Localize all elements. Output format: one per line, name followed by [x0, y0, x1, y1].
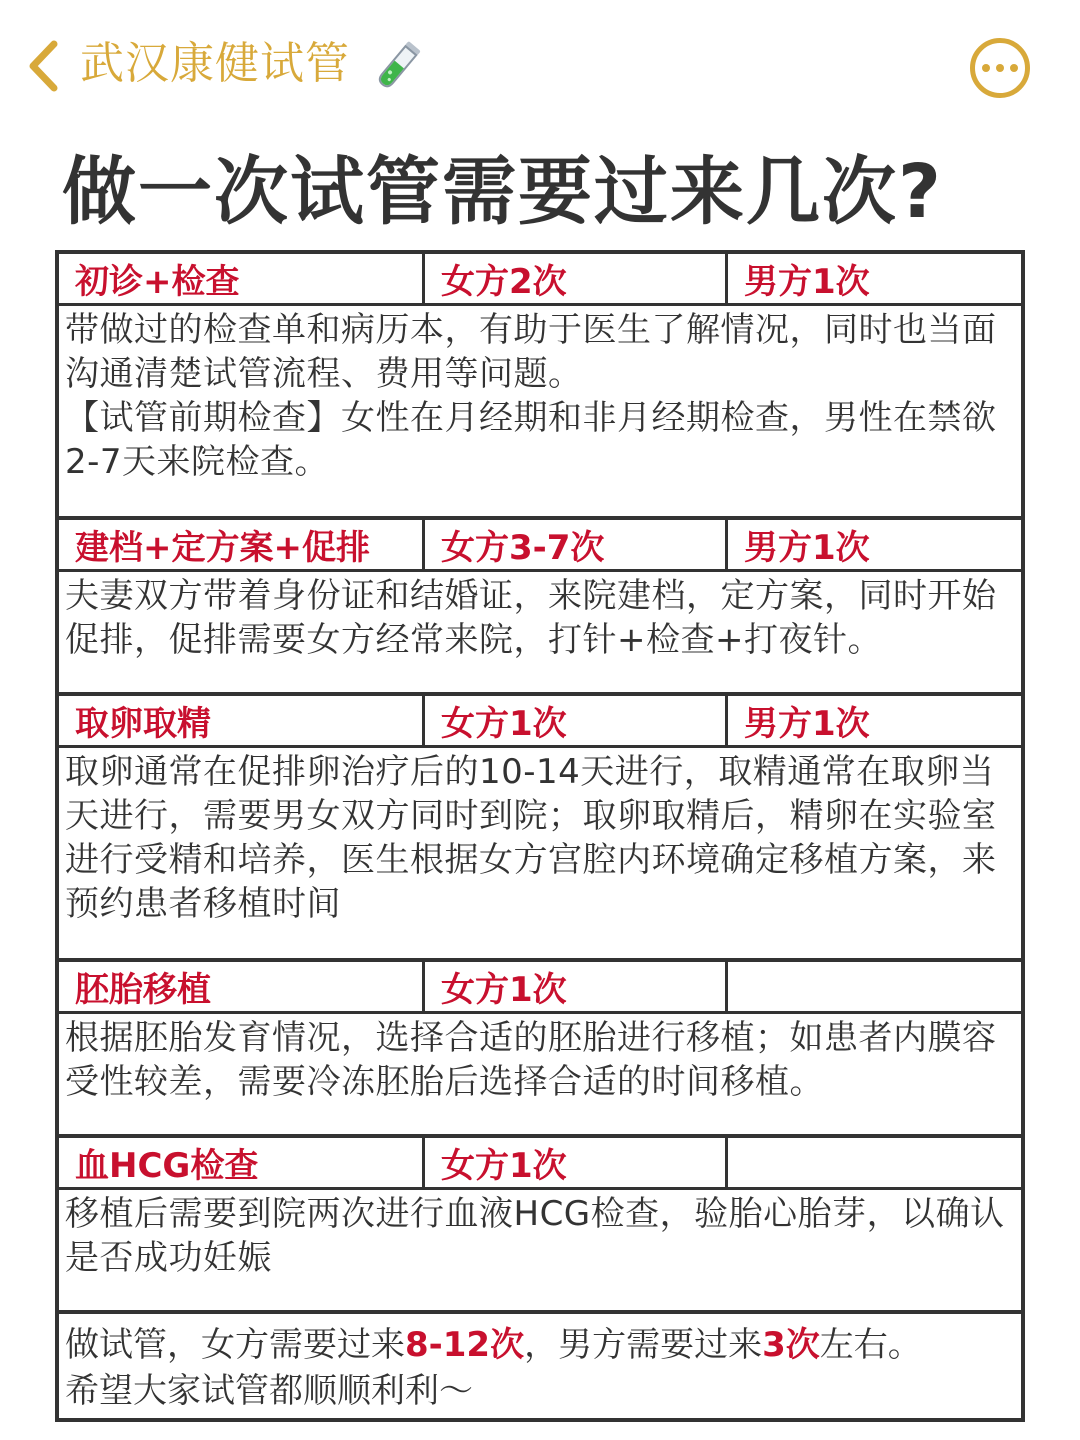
- summary-line: [65, 1322, 1015, 1368]
- stage-row: [59, 254, 1021, 520]
- account-name[interactable]: 武汉康健试管: [80, 38, 350, 89]
- male-visits: [728, 1138, 1021, 1187]
- description-line: 【试管前期检查】女性在月经期和非月经期检查，男性在禁欲2-7天来院检查。: [65, 398, 997, 482]
- chevron-left-icon: [26, 40, 60, 92]
- stage-header: [59, 962, 1021, 1014]
- summary-text: 做试管，女方需要过来: [65, 1325, 405, 1365]
- summary: [59, 1314, 1021, 1422]
- stage-description: [59, 306, 1021, 484]
- stage-name: 初诊+检查: [59, 254, 425, 303]
- male-visits: 男方1次: [744, 704, 870, 744]
- stage-description: [59, 1014, 1021, 1104]
- stage-row: [59, 1138, 1021, 1314]
- female-total: 8-12次: [405, 1325, 525, 1365]
- stage-row: [59, 520, 1021, 696]
- female-visits: 女方2次: [425, 254, 728, 303]
- stage-name: 血HCG检查: [59, 1138, 425, 1187]
- more-button[interactable]: [970, 38, 1030, 98]
- stage-name: 建档+定方案+促排: [59, 520, 425, 569]
- stage-row: [59, 962, 1021, 1138]
- description-line: 取卵通常在促排卵治疗后的10-14天进行，取精通常在取卵当天进行，需要男女双方同时到院；取卵取精后，精卵在实验室进行受精和培养，医生根据女方宫腔内环境确定移植方案，来预约患者移植时间: [65, 752, 997, 924]
- stage-header: [59, 520, 1021, 572]
- visits-table: [55, 250, 1025, 1422]
- back-button[interactable]: [18, 36, 68, 96]
- page-title: 做一次试管需要过来几次?: [62, 149, 943, 235]
- stage-description: [59, 1190, 1021, 1280]
- male-total: 3次: [762, 1325, 820, 1365]
- stage-description: [59, 748, 1021, 926]
- female-visits: 女方1次: [425, 696, 728, 745]
- dot: [982, 64, 990, 72]
- description-line: 夫妻双方带着身份证和结婚证，来院建档，定方案，同时开始促排，促排需要女方经常来院，打针+检查+打夜针。: [65, 576, 997, 660]
- female-visits: 女方1次: [425, 1138, 728, 1187]
- test-tube-icon: [368, 38, 428, 94]
- stage-header: [59, 1138, 1021, 1190]
- summary-wish: 希望大家试管都顺顺利利～: [65, 1371, 473, 1411]
- dot: [1010, 64, 1018, 72]
- male-visits: 男方1次: [744, 262, 870, 302]
- female-visits: 女方1次: [425, 962, 728, 1011]
- description-line: 移植后需要到院两次进行血液HCG检查，验胎心胎芽，以确认是否成功妊娠: [65, 1194, 1005, 1278]
- dot: [996, 64, 1004, 72]
- male-visits: 男方1次: [744, 528, 870, 568]
- female-visits: 女方3-7次: [425, 520, 728, 569]
- description-line: 带做过的检查单和病历本，有助于医生了解情况，同时也当面沟通清楚试管流程、费用等问题。: [65, 310, 997, 394]
- stage-header: [59, 254, 1021, 306]
- stage-header: [59, 696, 1021, 748]
- summary-text: ，男方需要过来: [524, 1325, 763, 1365]
- summary-text: 左右。: [819, 1325, 922, 1365]
- stage-name: 取卵取精: [59, 696, 425, 745]
- stage-name: 胚胎移植: [59, 962, 425, 1011]
- stage-description: [59, 572, 1021, 662]
- stage-row: [59, 696, 1021, 962]
- top-bar: [0, 0, 1080, 130]
- description-line: 根据胚胎发育情况，选择合适的胚胎进行移植；如患者内膜容受性较差，需要冷冻胚胎后选择合适的时间移植。: [65, 1018, 997, 1102]
- male-visits: [728, 962, 1021, 1011]
